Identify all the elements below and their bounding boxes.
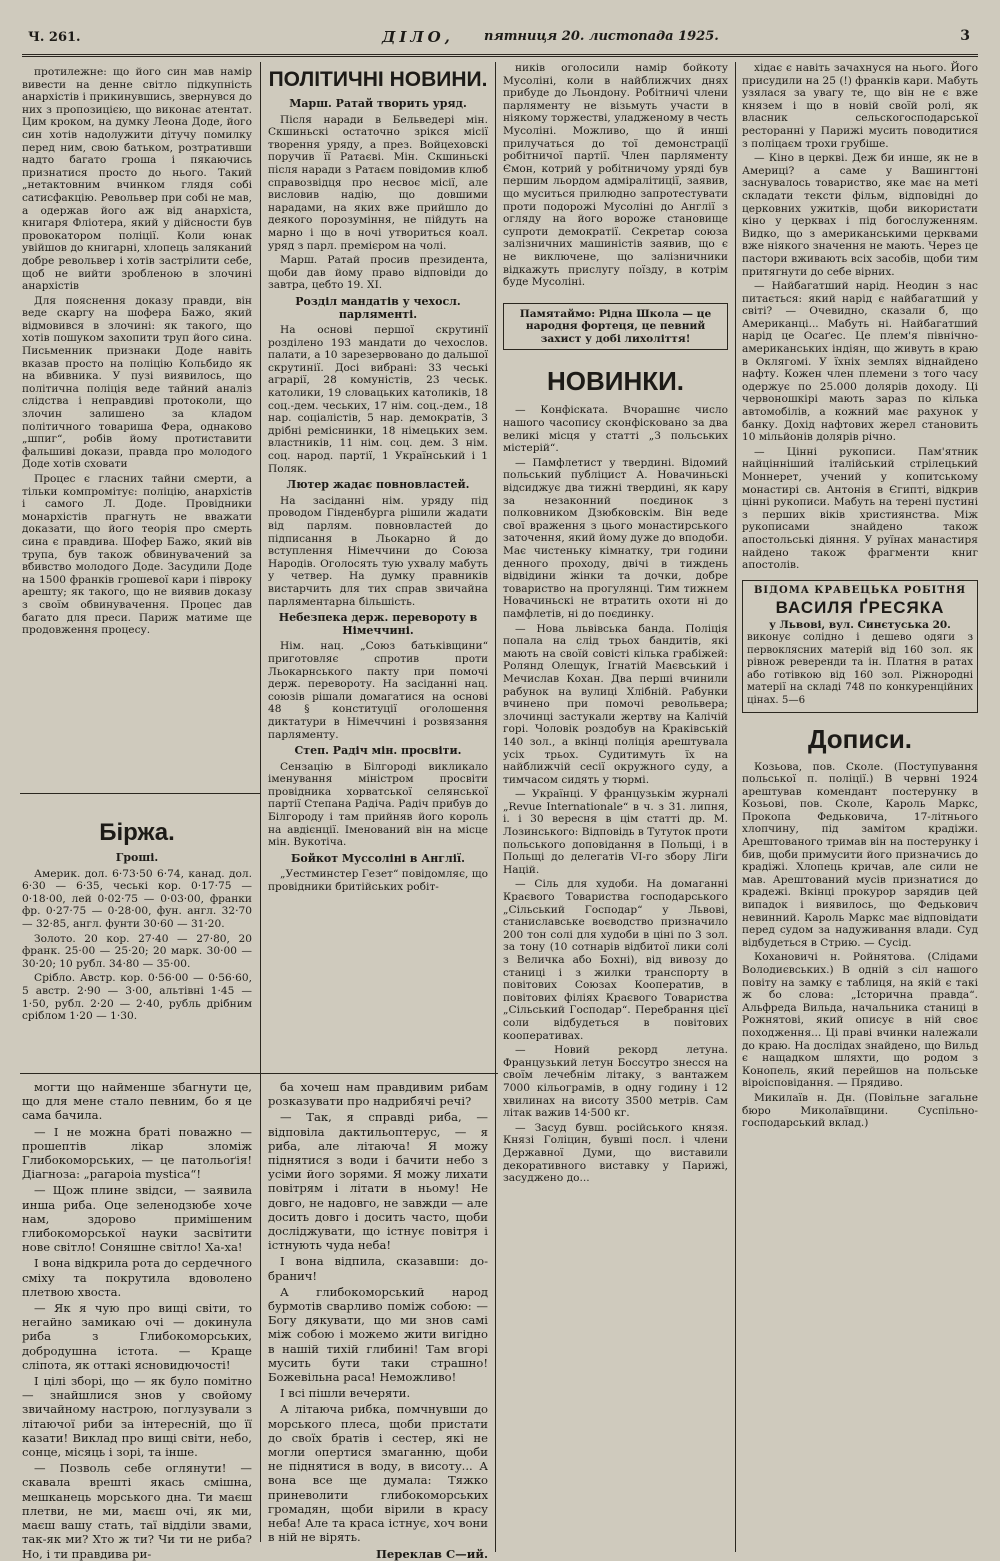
newspaper-title: ДІЛО,	[382, 28, 454, 46]
rates-paragraph: Срібло. Австр. кор. 0·56·00 — 0·56·60, 5 австр. 2·90 — 3·00, альтівні 1·45 — 1·50, рубл. 2·20 — 2·40, рубль дрібним сріблом 1·20 — 1·30.	[22, 972, 252, 1023]
correspondence-column	[742, 62, 978, 1547]
section-rule	[20, 1073, 498, 1074]
column-rule	[495, 62, 496, 1552]
novelties-column	[503, 62, 728, 1547]
story-paragraph: І вона відкрила рота до сердечного сміху та покрутила вдоволено плетвою хвоста.	[22, 1256, 252, 1299]
news-paragraph: „Уестминстер Гезет“ повідомляє, що провідники бритійських робіт-	[268, 868, 488, 894]
news-paragraph: — Українці. У французькім журналі „Revue Internationale“ в ч. з 31. липня, і. і 30 вересня в цім статті др. М. Лозинського: Відповідь в Тутуток проти польського доповідання в Польщі, і в Польщі до делегатів VI-го збору Ліґи Націй.	[503, 788, 728, 876]
story-paragraph: І всі пішли вечеряти.	[280, 1386, 411, 1401]
news-headline: Небезпека держ. перевороту в Німеччині.	[278, 611, 478, 637]
news-paragraph: — Нова львівська банда. Поліція попала на слід трьох бандитів, які мають на своїй совісті кілька грабіжей: Ролянд Олещук, Ігнатій Маєвський і Мечислав Кохан. Два перші вчинили рабунок на вулиці Хлібній. Рабунки вчинено при помочі револьвера; злочинці застукали жертву на Калічій горі. Чоловік роздобув на Краківській 140 зол., а вкінці поліція арештувала усіх трьох. Судитимуть їх на найближчій сесії окружного суду, а тимчасом сидять у тюрмі.	[503, 622, 728, 786]
rates-paragraph: Америк. дол. 6·73·50 6·74, канад. дол. 6·30 — 6·35, чеські кор. 0·17·75 — 0·18·00, лей 0·02·75 — 0·03·00, франки фр. 0·27·75 — 0·28·00, фун. англ. 32·70 — 32·85, англ. фунти 30·60 — 31·20.	[22, 867, 252, 930]
story-paragraph: А літаюча рибка, помчнувши до морського плеса, щоби пристати до своїх братів і сестер, які не могли опертися змаганню, щоби не піднятися в воду, в висоту... А вона все ще думала: Тяжко приневолити глибокоморських громадян, щоби вірили в красу неба! Але та краса істнує, хоч вони в ній не вірять.	[268, 1402, 488, 1545]
story-paragraph: ба хочеш нам правдивим рибам розказувати про надрибячі речі?	[268, 1080, 488, 1109]
news-headline: Розділ мандатів у чехосл. парляменті.	[295, 294, 461, 321]
exchange-heading: Біржа.	[99, 819, 175, 846]
news-paragraph: Козьова, пов. Сколе. (Поступування польської п. поліції.) В червні 1924 арештував комендант постерунку в Козьові, пов. Сколе, Кароль Маркс, Прокопа Федьковича, 17-літнього хлопчину, під замітом крадіжи. Арештованого тримав він на постерунку і бив, щоби примусити його призначись до крадіжі. Хлопець кричав, але сили не мав. Арештований мусів признатися до крадежі. Вкінці прокурор зарядив цей випадок і виявилось, що Федькович невинний. Кароль Маркс має відповідати перед судом за надуживання влади. Суд відбудеться в Стрию. — Сусід.	[742, 760, 978, 949]
ad-top-line: ВІДОМА КРАВЕЦЬКА РОБІТНЯ	[753, 584, 967, 596]
news-headline: Лютер жадає повновластей.	[286, 478, 470, 492]
feuilleton-right	[268, 1080, 488, 1561]
news-headline: Марш. Ратай творить уряд.	[289, 97, 467, 110]
news-paragraph: — Новий рекорд летуна. Французький летун Боссутро знесся на своїм лечебнім літаку, з вантажем 7000 кільограмів, в одну годину і 12 хвилинах на висоту 3500 метрів. Сам літак важив 14·500 кг.	[503, 1044, 728, 1120]
article-paragraph: протилежне: що його син мав намір вивести на денне світло підкупність анархістів і прикинувшись, звернувся до них з пропозицією, що виконає атентат. Цим кроком, на думку Леона Доде, його син хотів надолужити дітучу помилку перед ним, свою батьком, розтративши надто багато гроша і пякаючись признатися просто до нього. Такий „нетактовним вчинком глядя собі сатисфакцію. Револьвер при собі не мав, а одержав його аж від анархіста, книгаря Фліотера, який у дійсности був провокатором поліції. Коли юнак увійшов до книгарні, хлопець заляканий добре револьвер і хотів застрілити себе, щоб не вийти зробленою в злочині анархістів	[22, 66, 252, 293]
news-paragraph: На основі першої скрутинії розділено 193 мандати до чехослов. палати, а 10 зарезервовано до дальшої скрутинії. Досі вибрані: 33 чеські аграрії, 28 комуністів, 23 чеськ. католики, 19 словацьких католиків, 18 соц.-дем. чеських, 17 нім. соц.-дем., 18 нар. соціалістів, 5 нар. демократів, 3 дрібні реміснинки, 18 німецьких зем. властників, 11 нім. соц. дем. 3 нім. соц. народ. партії, 1 Український і 1 Поляк.	[268, 324, 488, 475]
exchange-section	[22, 800, 252, 1068]
story-paragraph: — Так, я справді риба, — відповіла дактильоптерус, — я риба, але літаюча! Я можу піднятися з води і бачити небо з усіми його зорями. Я можу лихати повітрям і літати в ньому! Не довго, не надовго, не завжди — але досить довго і досить часто, щоби досліджувати, що істнує повітря і істнують чуда неба!	[268, 1110, 488, 1253]
column-rule	[735, 62, 736, 1552]
story-paragraph: А глибокоморський народ бурмотів сварливо поміж собою: — Богу дякувати, що ми знов самі між собою і можемо жити вигідно в нашій тихій глибині! Там вгорі мусить бути таки страшно! Божевільна раса! Неможливо!	[268, 1284, 488, 1385]
news-paragraph: Микилаїв н. Дн. (Повільне загальне бюро Миколаївщини. Суспільно-господарський вклад.)	[742, 1091, 978, 1130]
exchange-subheading: Гроші.	[115, 851, 159, 864]
ad-body: виконує солідно і дешево одяги з первоклясних матерій від 160 зол. як рівнож реверенди та ін. Платня в ратах або готівкою від 160 зол. Ріжнородні матерії на складі 748 по конкуренційних цінах. 5—6	[747, 631, 973, 706]
translator-signature: Переклав С—ий.	[375, 1546, 488, 1561]
story-paragraph: І вона відпила, сказавши: до-бранич!	[268, 1254, 488, 1283]
story-paragraph: — Позволь себе оглянути! — скавала врешті якась смішна, мешканець морського дна. Ти маєш плетви, не ми, маєш очі, як ми, маєш вашу стать, таї відділи звами, так-як ми? Хто ж ти? Чи ти не риба? Но, і ти правдива ри-	[22, 1461, 252, 1561]
issue-number: Ч. 261.	[28, 30, 81, 45]
news-paragraph: ників оголосили намір бойкоту Мусоліні, коли в найближчих днях прибуде до Льондону. Робітничі члени парляменту не візьмуть участи в ніякому торжестві, уладженому в честь Мусоліні. Можливо, що й инші прилучаться до тої демонстрації робітничої партії. Член парляменту Ємон, котрий у робітничому уряді був першим льордом адміралітиції, заявив, що муситься прилюдно запротестувати проти подорожі Мусоліні до Англії з огляду на його вороже становище супроти демократії. Секретар союза залізничних машиністів заявив, що є не виключене, що залізничники відкажуть прислугу поїзду, в котрім буде Мусоліні.	[503, 62, 728, 289]
news-paragraph: Сензацію в Білгороді викликало іменування міністром просвіти провідника хорватської селянської партії Степана Радіча. Радіч прибув до Білгороду і там прийняв його король на авдієнції. Іменований він на місце мін. Вукотіча.	[268, 760, 488, 849]
ad-tailor-name: ВАСИЛЯ ҐРЕСЯКА	[775, 598, 945, 618]
news-paragraph: — Кіно в церкві. Деж би инше, як не в Америці? а саме у Вашингтоні заснувалось товариство, яке має на меті складати тексти фільм, відповідні до церковних ужитків, щоби використати кіно у церквах і під богослуженням. Видко, що з американськими церквами вже ніякого значення не мають. Через це пастори вживають всіх засобів, щоби тим притягнути до себе вірних.	[742, 152, 978, 278]
news-paragraph: — Цінні рукописи. Пам'ятник найцінніший італійський стрілецький Моннерет, учений у копитському монастирі св. Антонія в Єгипті, відкрив цінні рукописи. Мабуть на терені пустині з перших віків християнства. Між рукописами знайдено також апостольські діяння. У руїнах манастиря найдено також фрагменти книг апостолів.	[742, 445, 978, 572]
news-paragraph: — Памфлетист у твердині. Відомий польський публіцист А. Новачиньскі відсиджує два тижні твердині, як кару за незаконний поєдинок з полковником Дзюбковскім. Він веде свої враження з цього монастирського заточення, який йому дуже до вподоби. Має чистеньку кімнатку, три години денного проходу, двічі в тиждень відвідини жінки та дочки, добре товариство на прогулянці. Тим тижнем Новачиньскі не втратить охоти ні до памфлетів, ні до поєдинку.	[503, 456, 728, 620]
news-headline: Бойкот Муссоліні в Англії.	[291, 851, 465, 865]
news-paragraph: — Найбагатший нарід. Неодин з нас питається: який нарід є найбагатший у світі? — Очевидно, сказали б, що Американці... Мабуть ні. Найбагатший нарід це Осаґес. Це плем'я північно-американських індіян, що живуть в краю в Оклягомі. У їхніх землях віднайдено нафту. Кожен член племени з того часу одержує по 25.000 долярів доходу. Ці червоношкірі мають зараз по кілька автомобілів, а кожний має рахунок у банку. Дохід нафтових жерел становить 10 мільйонів долярів річно.	[742, 280, 978, 444]
tailor-advertisement	[742, 580, 978, 713]
novelties-heading: НОВИНКИ.	[546, 366, 685, 397]
section-rule	[20, 793, 260, 794]
page-number: 3	[960, 28, 970, 44]
story-paragraph: могти що найменше збагнути це, що для мене стало певним, бо я це сама бачила.	[22, 1080, 252, 1123]
column-rule	[260, 62, 261, 1542]
news-paragraph: Марш. Ратай просив президента, щоби дав йому право відповіди до завтра, цебто 19. XI.	[268, 254, 488, 292]
article-column-1	[22, 66, 252, 788]
story-paragraph: — І не можна браті поважно — прошептів лікар зломіж Глибокоморських, — це патольоґія! Діагноза: „parapoia mystica“!	[22, 1124, 252, 1182]
news-paragraph: — Конфіската. Вчорашнє число нашого часопису сконфісковано за два великі місця у статті „З польських містерій“.	[503, 404, 728, 455]
correspondence-heading: Дописи.	[807, 723, 913, 754]
rates-paragraph: Золото. 20 кор. 27·40 — 27·80, 20 франк. 25·00 — 25·20; 20 марк. 30·00 — 30·20; 10 рубл. 34·80 — 35·00.	[22, 932, 252, 970]
school-notice: Памятаймо: Рідна Школа — це народня фортеця, це певний захист у добі лихоліття!	[503, 303, 728, 351]
story-paragraph: — Як я чую про вищі світи, то негайно замикаю очі — докинула риба з Глибокоморських, добродушна істота. — Краще сліпота, як оттакі ясновидючості!	[22, 1301, 252, 1372]
news-paragraph: — Засуд бувш. російського князя. Князі Голіцин, бувші посл. і члени Державної Думи, що виставили декоративного виставку у Парижі, засуджено до...	[503, 1121, 728, 1185]
news-paragraph: Кохановичі н. Ройнятова. (Слідами Володиєвських.) В одній з сіл нашого повіту на замку є таблиця, на якій є такі ж бо слова: „Історична правда“. Альфреда Вильда, начальника станиці в Рожнятові, який описує в ній своє походження... Ці праві вчинки належали до краю. На дослідах знайдено, що Вильд є нащадком шляхти, що родом з Конопель, який перейшов на польське віроісповідання. — Прядиво.	[742, 951, 978, 1090]
news-paragraph: Нім. нац. „Союз батьківщини“ приготовляє спротив проти Льокарнського пакту при помочі держ. перевороту. На засіданні нац. союзів рішали домагатися на основі 48 § конституції оголошення диктатури в Німеччині і розвязання парляменту.	[268, 640, 488, 741]
news-paragraph: хідає є навіть зачахнуся на нього. Його присудили на 25 (!) франків кари. Мабуть узялася за увагу те, що він не є вже князем і що в новій своїй ролі, як власник сельскогосподарської ресторанні у Парижі мусить поводитися з поліцаєм трохи грубіше.	[742, 62, 979, 150]
story-paragraph: — Щож плине звідси, — заявила инша риба. Оце зеленодзюбе хоче нам, здорово примішеним глибокоморської науки засвітити нове світло! Соняшне світло! Ха-ха!	[22, 1183, 252, 1255]
feuilleton-left	[22, 1080, 252, 1561]
story-paragraph: І цілі зборі, що — як було помітно — знайшлися знов у свойому звичайному настрою, поглузували з літаючої риби за інтересній, що її казати! Виклад про вищі світи, небо, сонце, місяць і зорі, та інше.	[22, 1374, 252, 1460]
news-paragraph: Після наради в Бельведері мін. Скшиньскі остаточно зрікся місії творення уряду, а през. Войцеховскі поручив її Ратаєві. Мін. Скшиньскі після наради з Ратаєм повідомив клюб справозвідця про несвоє місії, але висловив надію, що довшими нарадами, на яких вже прийшло до деякого порозуміння, не пійдуть на марно і що в ночі утвориться коал. уряд з парл. премієром на чолі.	[268, 113, 488, 252]
page-header	[22, 20, 978, 57]
issue-date: пятниця 20. листопада 1925.	[484, 29, 719, 44]
news-paragraph: На засіданні нім. уряду під проводом Гінденбурга рішили жадати від парлям. повновластей до підписання в Льокарно й до вступлення Німеччини до Союза Народів. Оголосять тую ухвалу мабуть у четвер. На думку правників вистарчить для тих справ звичайна парляментарна більшість.	[268, 494, 488, 608]
article-paragraph: Для пояснення доказу правди, він веде скаргу на шофера Бажо, який відмовився в злочині: як такого, що хотів пошуком захопити труп його сина. Письменник признаки Доде навіть вказав просто на поліцію Кольбидо як на вбивника. У пузі виявилось, що політична поліція веде тайний аналіз слідства і неправдиві протоколи, що злочин залишено за кладом політичного товариша Фера, однаково „шпиг“, робів йому протиставити фальшиві докази, правда про молодого Доде хотів сховати	[22, 294, 252, 471]
news-headline: Степ. Радіч мін. просвіти.	[294, 744, 462, 758]
article-paragraph: Процес є гласних тайни смерти, а тільки компромітує: поліцію, анархістів і самого Л. Доде. Провідники монархістів прагнуть не вважати доказати, що його теорія про смерть сина є правдива. Шофер Бажо, який вів трупа, був також обвинувачений за вбивство молодого Доде. Засудили Доде на 1500 франків грошевої кари і півроку арешту; як такого, що не виявив доказу з своїм обвинувачення. Процес дав багато для преси. Париж матиме ще продовження процесу.	[22, 473, 252, 637]
news-paragraph: — Сіль для худоби. На домаганні Краєвого Товариства господарського „Сільський Господар“ у Львові, станиславське воєводство призначило 200 тон солі для худоби в ціні по 3 зол. за тону (10 сотнарів відбитої лики солі з Величка або Бохні), від вивозу до станиці і з жилки транспорту в повітових Союзах Кооператив, в повітових філіях Краєвого Товариства „Сільський Господар“. Перебрання цієї соли відбудеться в повітових кооперативах.	[503, 878, 728, 1042]
political-news-heading: ПОЛІТИЧНІ НОВИНИ.	[268, 68, 488, 91]
political-news-column	[268, 62, 488, 1070]
ad-address: у Львові, вул. Синєтуська 20.	[769, 619, 951, 632]
